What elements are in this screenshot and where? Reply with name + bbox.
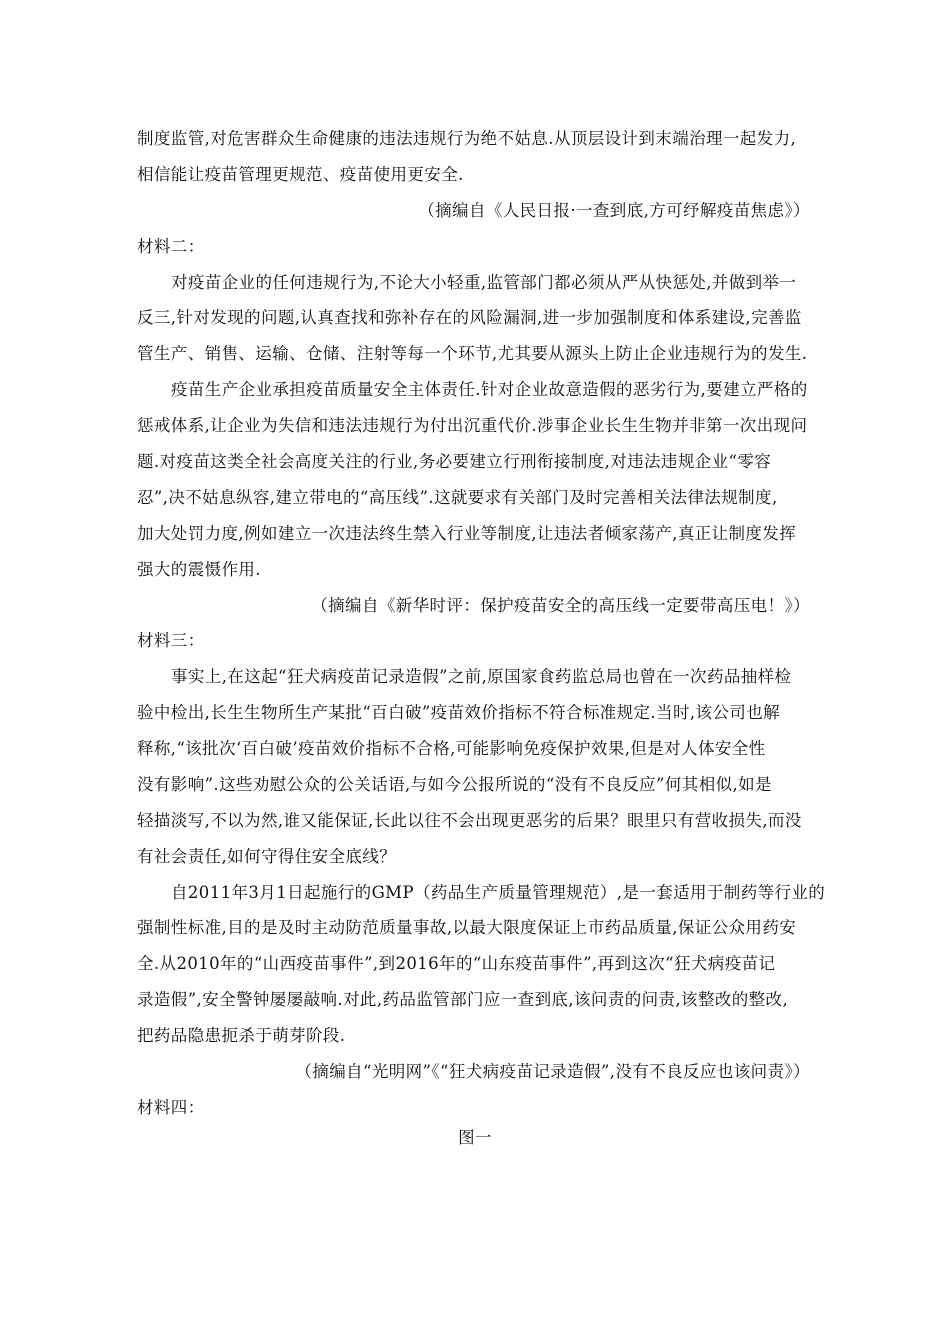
text-line: 忍”,决不姑息纵容,建立带电的“高压线”.这就要求有关部门及时完善相关法律法规制度, [137,488,778,507]
figure-caption: 图一 [458,1128,492,1147]
text-line: 管生产、销售、运输、仓储、注射等每一个环节,尤其要从源头上防止企业违规行为的发生. [137,344,808,363]
text-line: 对疫苗企业的任何违规行为,不论大小轻重,监管部门都必须从严从快惩处,并做到举一 [171,273,797,292]
text-line: 自2011年3月1日起施行的GMP（药品生产质量管理规范）,是一套适用于制药等行业的 [171,883,826,902]
source-citation: （摘编自“光明网”《“狂犬病疫苗记录造假”,没有不良反应也该问责》） [295,1062,810,1081]
text-line: 疫苗生产企业承担疫苗质量安全主体责任.针对企业故意造假的恶劣行为,要建立严格的 [171,380,808,399]
text-line: 录造假”,安全警钟屡屡敲响.对此,药品监管部门应一查到底,该问责的问责,该整改的整改, [137,990,789,1009]
text-line: 强制性标准,目的是及时主动防范质量事故,以最大限度保证上市药品质量,保证公众用药安 [137,918,797,937]
text-line: 制度监管,对危害群众生命健康的违法违规行为绝不姑息.从顶层设计到末端治理一起发力, [137,129,797,148]
text-line: 全.从2010年的“山西疫苗事件”,到2016年的“山东疫苗事件”,再到这次“狂犬病疫苗记 [137,954,776,973]
text-line: 惩戒体系,让企业为失信和违法违规行为付出沉重代价.涉事企业长生生物并非第一次出现问 [137,416,808,435]
source-citation: （摘编自《人民日报·一查到底,方可纾解疫苗焦虑》） [418,201,810,220]
text-line: 相信能让疫苗管理更规范、疫苗使用更安全. [137,165,464,184]
source-citation: （摘编自《新华时评：保护疫苗安全的高压线一定要带高压电！》） [311,596,810,615]
text-line: 验中检出,长生生物所生产某批“百白破”疫苗效价指标不符合标准规定.当时,该公司也解 [137,703,781,722]
section-heading: 材料四： [137,1098,205,1117]
text-line: 题.对疫苗这类全社会高度关注的行业,务必要建立行刑衔接制度,对违法违规企业“零容 [137,452,772,471]
text-line: 强大的震慑作用. [137,560,261,579]
text-line: 释称,“该批次‘百白破’疫苗效价指标不合格,可能影响免疫保护效果,但是对人体安全性 [137,739,766,758]
text-line: 没有影响”.这些劝慰公众的公关话语,与如今公报所说的“没有不良反应”何其相似,如是 [137,775,772,794]
text-line: 加大处罚力度,例如建立一次违法终生禁入行业等制度,让违法者倾家荡产,真正让制度发挥 [137,524,797,543]
section-heading: 材料二： [137,237,205,256]
text-line: 事实上,在这起“狂犬病疫苗记录造假”之前,原国家食药监总局也曾在一次药品抽样检 [171,667,792,686]
text-line: 轻描淡写,不以为然,谁又能保证,长此以往不会出现更恶劣的后果？眼里只有营收损失,而没 [137,811,802,830]
text-line: 反三,针对发现的问题,认真查找和弥补存在的风险漏洞,进一步加强制度和体系建设,完善监 [137,308,802,327]
text-line: 把药品隐患扼杀于萌芽阶段. [137,1026,346,1045]
section-heading: 材料三： [137,631,205,650]
text-line: 有社会责任,如何守得住安全底线？ [137,847,397,866]
